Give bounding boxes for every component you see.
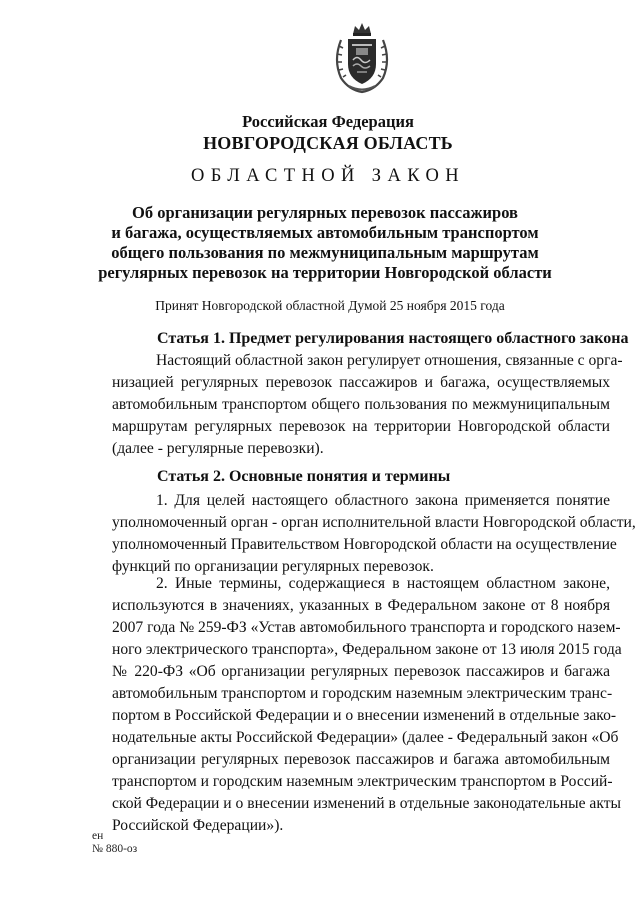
law-title-line: Об организации регулярных перевозок пассажиров: [132, 203, 518, 222]
article-1-text: [112, 350, 623, 460]
region-label: НОВГОРОДСКАЯ ОБЛАСТЬ: [203, 133, 453, 153]
text-line: низацией регулярных перевозок пассажиров и багажа, осуществляемых: [112, 374, 610, 391]
footer-law-number: № 880-оз: [92, 843, 138, 855]
text-line: 2. Иные термины, содержащиеся в настоящем областном законе,: [156, 575, 610, 592]
text-line: 2007 года № 259-ФЗ «Устав автомобильного транспорта и городского назем-: [112, 619, 621, 636]
text-line: портом в Российской Федерации и о внесении изменений в отдельные зако-: [112, 707, 617, 724]
text-line: уполномоченный Правительством Новгородской области на осуществление: [112, 536, 617, 553]
law-type-label: ОБЛАСТНОЙ ЗАКОН: [190, 166, 466, 186]
adoption-note: Принят Новгородской областной Думой 25 ноября 2015 года: [155, 298, 505, 313]
text-line: транспортом и городским наземным электрическим транспортом в Россий-: [112, 773, 613, 790]
text-line: ской Федерации и о внесении изменений в отдельные законодательные акты: [112, 795, 621, 812]
text-line: организации регулярных перевозок пассажиров и багажа автомобильным: [112, 751, 610, 768]
text-line: 1. Для целей настоящего областного закона применяется понятие: [156, 492, 610, 509]
novgorod-coat-of-arms-emblem: [331, 20, 393, 96]
text-line: (далее - регулярные перевозки).: [112, 440, 324, 457]
text-line: автомобильным транспортом общего пользования по межмуниципальным: [112, 396, 610, 413]
text-line: нодательные акты Российской Федерации» (далее - Федеральный закон «Об: [112, 729, 619, 746]
federation-label: Российская Федерация: [242, 112, 414, 131]
text-line: используются в значениях, указанных в Федеральном законе от 8 ноября: [112, 597, 610, 614]
text-line: функций по организации регулярных перевозок.: [112, 558, 434, 575]
text-line: Российской Федерации»).: [112, 817, 284, 834]
article-2-point-1: [112, 490, 636, 578]
text-line: уполномоченный орган - орган исполнительной власти Новгородской области,: [112, 514, 636, 531]
law-title-line: регулярных перевозок на территории Новгородской области: [98, 263, 552, 282]
text-line: Настоящий областной закон регулирует отношения, связанные с орга-: [156, 352, 623, 369]
document-footer: [92, 830, 137, 856]
text-line: автомобильным транспортом и городским наземным электрическим транс-: [112, 685, 613, 702]
text-line: № 220-ФЗ «Об организации регулярных перевозок пассажиров и багажа: [112, 663, 610, 680]
law-title-line: и багажа, осуществляемых автомобильным транспортом: [111, 223, 539, 242]
law-title-line: общего пользования по межмуниципальным маршрутам: [111, 243, 539, 262]
footer-initials: ен: [92, 830, 104, 842]
text-line: маршрутам регулярных перевозок на территории Новгородской области: [112, 418, 610, 435]
article-2-heading: Статья 2. Основные понятия и термины: [157, 468, 451, 485]
law-title: [0, 203, 640, 283]
article-1-heading: Статья 1. Предмет регулирования настоящего областного закона: [157, 330, 629, 347]
text-line: ного электрического транспорта», Федеральном законе от 13 июля 2015 года: [112, 641, 622, 658]
article-2-point-2: [112, 573, 622, 837]
